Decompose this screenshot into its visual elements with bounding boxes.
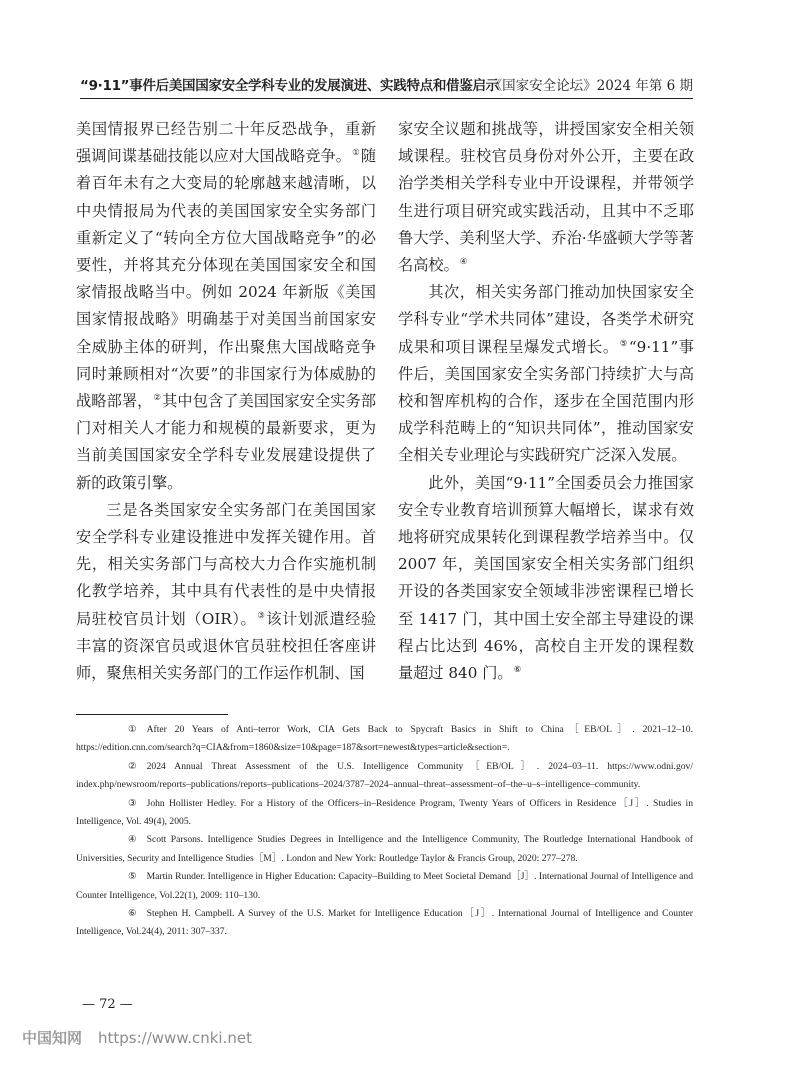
footnote-rule	[76, 714, 228, 715]
footnote-text: John Hollister Hedley. For a History of the Officers–in–Residence Program, Twenty Years of Officers in Residence［J］. Studies in Intelligence, Vol. 49(4), 2005.	[76, 797, 693, 828]
footnote-number: ⑥	[128, 908, 137, 920]
footnotes	[76, 721, 693, 942]
footnote-text: Martin Runder. Intelligence in Higher Education: Capacity–Building to Meet Societal Demand［J］. International Journal of Intelligence and Counter Intelligence, Vol.22(1), 2009: 110–130.	[76, 871, 693, 901]
footnote-number: ③	[128, 797, 137, 809]
body-text: 家安全议题和挑战等，讲授国家安全相关领域课程。驻校官员身份对外公开，主要在政治学类相关学科专业中开设课程，并带领学生进行项目研究或实践活动，且其中不乏耶鲁大学、美利坚大学、乔治·华盛顿大学等著名高校。	[398, 120, 694, 275]
footnote-text: After 20 Years of Anti–terror Work, CIA Gets Back to Spycraft Basics in Shift to China［EB/OL］. 2021–12–10. https://edition.cnn.com/search?q=CIA&from=1860&size=10&page=187&sort=newest&types=article&section=.	[76, 724, 693, 754]
body-text: “9·11”事件后，美国国家安全实务部门持续扩大与高校和智库机构的合作，逐步在全国范围内形成学科范畴上的“知识共同体”，推动国家安全相关专业理论与实践研究广泛深入发展。	[398, 337, 694, 465]
body-paragraph	[398, 279, 694, 469]
footnote-item	[76, 795, 693, 832]
footnote-number: ④	[128, 834, 137, 846]
footnote-ref-5[interactable]: ⑤	[619, 338, 628, 349]
footnote-item	[76, 831, 693, 868]
footnote-ref-3[interactable]: ③	[257, 610, 266, 621]
body-paragraph	[76, 497, 376, 687]
body-text: 其中包含了美国国家安全实务部门对相关人才能力和规模的最新要求，更为当前美国国家安全学科专业发展建设提供了新的政策引擎。	[76, 392, 377, 492]
cnki-watermark	[22, 1027, 252, 1048]
footnote-number: ①	[128, 724, 137, 735]
footnote-number: ⑤	[128, 871, 137, 883]
running-header	[80, 68, 693, 98]
footnote-ref-4[interactable]: ④	[459, 256, 468, 267]
footnote-ref-2[interactable]: ②	[153, 392, 162, 403]
body-text: 此外，美国“9·11”全国委员会力推国家安全专业教育培训预算大幅增长，谋求有效地将研究成果转化到课程教学培养当中。仅 2007 年，美国国家安全相关实务部门组织开设的各类国家安全领域非涉密课程已增长至 1417 门，其中国土安全部主导建设的课程占比达到 46%，高校自主开发的课程数量超过 840 门。	[398, 473, 694, 683]
footnote-text: 2024 Annual Threat Assessment of the U.S. Intelligence Community［EB/OL］. 2024–03–11. https://www.odni.gov/ index.php/newsroom/reports–publications/reports–publications–2024/3787–2024–annual–threat–assessment–of–the–u–s–intelligence–community.	[76, 760, 693, 791]
cnki-url[interactable]: https://www.cnki.net	[98, 1029, 252, 1047]
footnote-ref-6[interactable]: ⑥	[513, 665, 522, 675]
footnote-item	[76, 868, 693, 905]
body-text: 美国情报界已经告别二十年反恐战争，重新强调间谍基础技能以应对大国战略竞争。	[76, 120, 376, 166]
left-column	[76, 116, 376, 687]
cnki-logo-text: 中国知网	[22, 1029, 83, 1047]
footnote-number: ②	[128, 760, 137, 772]
body-paragraph	[76, 116, 376, 497]
footnote-ref-1[interactable]: ①	[352, 148, 360, 159]
footnote-item	[76, 721, 693, 758]
running-header-article-title: “9·11”事件后美国国家安全学科专业的发展演进、实践特点和借鉴启示	[80, 78, 499, 94]
body-text: 该计划派遣经验丰富的资深官员或退休官员驻校担任客座讲师，聚焦相关实务部门的工作运作机制、国	[76, 609, 377, 683]
body-text: 随着百年未有之大变局的轮廓越来越清晰，以中央情报局为代表的美国国家安全实务部门重新定义了“转向全方位大国战略竞争”的必要性，并将其充分体现在美国国家安全和国家情报战略当中。例如 2024 年新版《美国国家情报战略》明确基于对美国当前国家安全威胁主体的研判，作出聚焦大国战略竞争同时兼顾相对“次要”的非国家行为体威胁的战略部署，	[76, 147, 376, 411]
body-text: 其次，相关实务部门推动加快国家安全学科专业“学术共同体”建设，各类学术研究成果和项目课程呈爆发式增长。	[398, 283, 694, 356]
header-rule	[80, 98, 693, 99]
body-text: 三是各类国家安全实务部门在美国国家安全学科专业建设推进中发挥关键作用。首先，相关实务部门与高校大力合作实施机制化教学培养，其中具有代表性的是中央情报局驻校官员计划（OIR）。	[76, 500, 376, 628]
body-paragraph	[398, 470, 694, 688]
footnote-text: Scott Parsons. Intelligence Studies Degrees in Intelligence and the Intelligence Community, The Routledge International Handbook of Universities, Security and Intelligence Studies［M］. London and New York: Routledge Taylor & Francis Group, 2020: 277–278.	[76, 834, 693, 864]
right-column	[398, 116, 694, 687]
body-paragraph	[398, 116, 694, 279]
footnote-item	[76, 905, 693, 942]
running-header-journal: 《国家安全论坛》2024 年第 6 期	[488, 78, 693, 94]
footnote-item	[76, 758, 693, 795]
footnote-text: Stephen H. Campbell. A Survey of the U.S. Market for Intelligence Education［J］. International Journal of Intelligence and Counter Intelligence, Vol.24(4), 2011: 307–337.	[76, 908, 693, 938]
page-number: — 72 —	[82, 997, 133, 1012]
